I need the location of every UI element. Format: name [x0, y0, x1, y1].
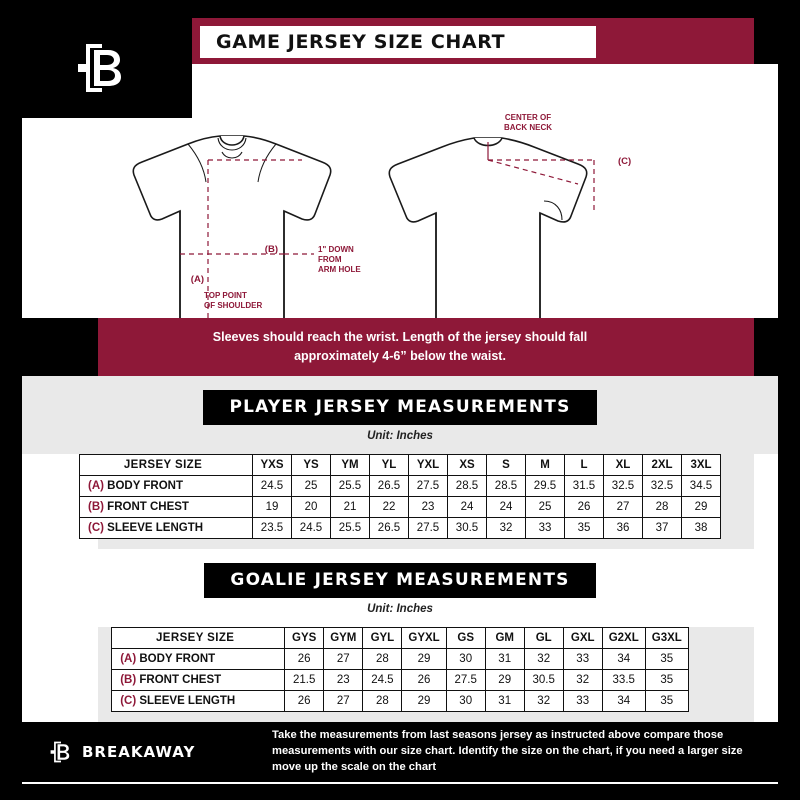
- cell: 29: [402, 691, 446, 712]
- player-row-body-front-label: [80, 476, 253, 497]
- player-row-a-tag: (A): [88, 480, 104, 492]
- table-row: [112, 649, 689, 670]
- cell: 33: [563, 691, 602, 712]
- cell: 31.5: [565, 476, 604, 497]
- cell: 28.5: [487, 476, 526, 497]
- note-left-black-block: [22, 318, 98, 376]
- player-col-ym: YM: [331, 455, 370, 476]
- table-row: [112, 691, 689, 712]
- cell: 33.5: [602, 670, 645, 691]
- cell: 28: [363, 649, 402, 670]
- goalie-banner-wrap: [22, 549, 778, 627]
- cell: 23.5: [253, 518, 292, 539]
- fit-note-text: [213, 328, 587, 366]
- cell: 26: [285, 691, 324, 712]
- cell: 25: [526, 497, 565, 518]
- footer-bar: [22, 722, 778, 782]
- goalie-col-gl: GL: [524, 628, 563, 649]
- player-col-l: L: [565, 455, 604, 476]
- goalie-col-gys: GYS: [285, 628, 324, 649]
- cell: 27.5: [409, 476, 448, 497]
- goalie-col-gym: GYM: [324, 628, 363, 649]
- cell: 26: [285, 649, 324, 670]
- player-col-3xl: 3XL: [682, 455, 721, 476]
- player-unit-label: Unit: Inches: [367, 430, 433, 442]
- player-col-yxl: YXL: [409, 455, 448, 476]
- cell: 26: [565, 497, 604, 518]
- player-row-sleeve-length-label: [80, 518, 253, 539]
- table-row: [80, 476, 721, 497]
- cell: 33: [563, 649, 602, 670]
- cell: 30: [446, 691, 485, 712]
- back-label-c-caption-2: BACK NECK: [504, 123, 552, 132]
- cell: 37: [643, 518, 682, 539]
- cell: 30.5: [448, 518, 487, 539]
- table-row: [80, 497, 721, 518]
- back-label-c-caption-1: CENTER OF: [504, 113, 552, 122]
- goalie-row-c-tag: (C): [120, 695, 137, 707]
- breakaway-b-logo-icon: [48, 736, 74, 768]
- cell: 24.5: [363, 670, 402, 691]
- goalie-col-gyl: GYL: [363, 628, 402, 649]
- cell: 27.5: [409, 518, 448, 539]
- front-label-b-caption-1: 1" DOWN: [318, 245, 354, 254]
- table-row: [80, 518, 721, 539]
- front-label-a-caption-2: OF SHOULDER: [204, 301, 263, 310]
- cell: 24: [487, 497, 526, 518]
- cell: 32: [524, 691, 563, 712]
- front-label-a: (A): [190, 274, 204, 285]
- footer-instructions: Take the measurements from last seasons jersey as instructed above compare those measurements with our size chart. Identify the size on the chart, if you need a larger size move up the scale on the chart: [272, 729, 743, 773]
- goalie-col-gm: GM: [485, 628, 524, 649]
- cell: 25.5: [331, 518, 370, 539]
- cell: 29: [682, 497, 721, 518]
- back-label-c: (C): [618, 156, 632, 167]
- cell: 32: [524, 649, 563, 670]
- player-table-header-row: [80, 455, 721, 476]
- player-col-xs: XS: [448, 455, 487, 476]
- cell: 27.5: [446, 670, 485, 691]
- goalie-row-front-chest-label: [112, 670, 285, 691]
- player-zone-right-edge: [754, 454, 778, 549]
- front-label-b-caption-2: FROM: [318, 255, 342, 264]
- cell: 27: [324, 691, 363, 712]
- goalie-table-zone: [22, 627, 778, 722]
- player-col-s: S: [487, 455, 526, 476]
- cell: 35: [645, 691, 688, 712]
- goalie-col-gs: GS: [446, 628, 485, 649]
- brand-logo-block: [22, 18, 192, 118]
- header-title-plate: [200, 26, 596, 58]
- player-row-b-label: FRONT CHEST: [107, 501, 189, 513]
- player-row-b-tag: (B): [88, 501, 104, 513]
- cell: 25: [292, 476, 331, 497]
- cell: 26.5: [370, 518, 409, 539]
- goalie-row-sleeve-length-label: [112, 691, 285, 712]
- cell: 26.5: [370, 476, 409, 497]
- cell: 31: [485, 649, 524, 670]
- fit-note-band: [22, 318, 778, 376]
- cell: 29: [402, 649, 446, 670]
- cell: 33: [526, 518, 565, 539]
- cell: 29.5: [526, 476, 565, 497]
- player-section-banner: PLAYER JERSEY MEASUREMENTS: [203, 390, 596, 425]
- goalie-size-table: [111, 627, 689, 712]
- cell: 28: [643, 497, 682, 518]
- player-row-front-chest-label: [80, 497, 253, 518]
- front-label-a-caption-1: TOP POINT: [204, 291, 247, 300]
- goalie-col-jersey-size: JERSEY SIZE: [112, 628, 285, 649]
- fit-note-line-2: approximately 4-6” below the waist.: [294, 349, 506, 363]
- cell: 23: [324, 670, 363, 691]
- back-jersey-illustration: [389, 138, 586, 318]
- goalie-row-b-label: FRONT CHEST: [139, 674, 222, 686]
- cell: 20: [292, 497, 331, 518]
- cell: 32.5: [643, 476, 682, 497]
- note-right-black-block: [754, 318, 778, 376]
- front-label-b: (B): [264, 244, 278, 255]
- cell: 28.5: [448, 476, 487, 497]
- player-col-2xl: 2XL: [643, 455, 682, 476]
- player-col-xl: XL: [604, 455, 643, 476]
- player-size-table: [79, 454, 721, 539]
- cell: 38: [682, 518, 721, 539]
- table-row: [112, 670, 689, 691]
- cell: 30: [446, 649, 485, 670]
- player-row-c-tag: (C): [88, 522, 104, 534]
- cell: 24.5: [292, 518, 331, 539]
- goalie-unit-label: Unit: Inches: [367, 603, 433, 615]
- cell: 24: [448, 497, 487, 518]
- goalie-row-b-tag: (B): [120, 674, 137, 686]
- cell: 34: [602, 691, 645, 712]
- player-table-zone: [22, 454, 778, 549]
- goalie-row-a-label: BODY FRONT: [139, 653, 216, 665]
- cell: 32: [487, 518, 526, 539]
- goalie-col-gyxl: GYXL: [402, 628, 446, 649]
- cell: 26: [402, 670, 446, 691]
- cell: 32: [563, 670, 602, 691]
- cell: 27: [324, 649, 363, 670]
- goalie-section-banner: GOALIE JERSEY MEASUREMENTS: [204, 563, 595, 598]
- cell: 35: [645, 670, 688, 691]
- player-col-ys: YS: [292, 455, 331, 476]
- cell: 36: [604, 518, 643, 539]
- player-row-a-label: BODY FRONT: [107, 480, 183, 492]
- cell: 21: [331, 497, 370, 518]
- cell: 22: [370, 497, 409, 518]
- cell: 29: [485, 670, 524, 691]
- cell: 30.5: [524, 670, 563, 691]
- cell: 35: [565, 518, 604, 539]
- cell: 34: [602, 649, 645, 670]
- goalie-zone-left-edge: [22, 627, 98, 722]
- breakaway-b-logo-icon: [72, 38, 132, 98]
- cell: 32.5: [604, 476, 643, 497]
- player-banner-wrap: [22, 376, 778, 454]
- goalie-row-body-front-label: [112, 649, 285, 670]
- goalie-col-g3xl: G3XL: [645, 628, 688, 649]
- goalie-col-g2xl: G2XL: [602, 628, 645, 649]
- goalie-zone-right-edge: [754, 627, 778, 722]
- fit-note-line-1: Sleeves should reach the wrist. Length of the jersey should fall: [212, 330, 588, 345]
- cell: 34.5: [682, 476, 721, 497]
- cell: 25.5: [331, 476, 370, 497]
- cell: 28: [363, 691, 402, 712]
- player-col-yxs: YXS: [253, 455, 292, 476]
- size-chart-sheet: [22, 18, 778, 784]
- player-row-c-label: SLEEVE LENGTH: [107, 522, 204, 534]
- cell: 23: [409, 497, 448, 518]
- player-col-yl: YL: [370, 455, 409, 476]
- goalie-row-a-tag: (A): [120, 653, 137, 665]
- header-black-right-block: [754, 18, 778, 64]
- goalie-table-header-row: [112, 628, 689, 649]
- cell: 19: [253, 497, 292, 518]
- footer-brand: [22, 722, 272, 782]
- page-title: GAME JERSEY SIZE CHART: [216, 31, 506, 53]
- goalie-col-gxl: GXL: [563, 628, 602, 649]
- front-label-b-caption-3: ARM HOLE: [318, 265, 361, 274]
- footer-brand-name: BREAKAWAY: [82, 743, 196, 761]
- cell: 24.5: [253, 476, 292, 497]
- cell: 21.5: [285, 670, 324, 691]
- cell: 27: [604, 497, 643, 518]
- goalie-row-c-label: SLEEVE LENGTH: [139, 695, 236, 707]
- cell: 31: [485, 691, 524, 712]
- cell: 35: [645, 649, 688, 670]
- player-col-m: M: [526, 455, 565, 476]
- player-col-jersey-size: JERSEY SIZE: [80, 455, 253, 476]
